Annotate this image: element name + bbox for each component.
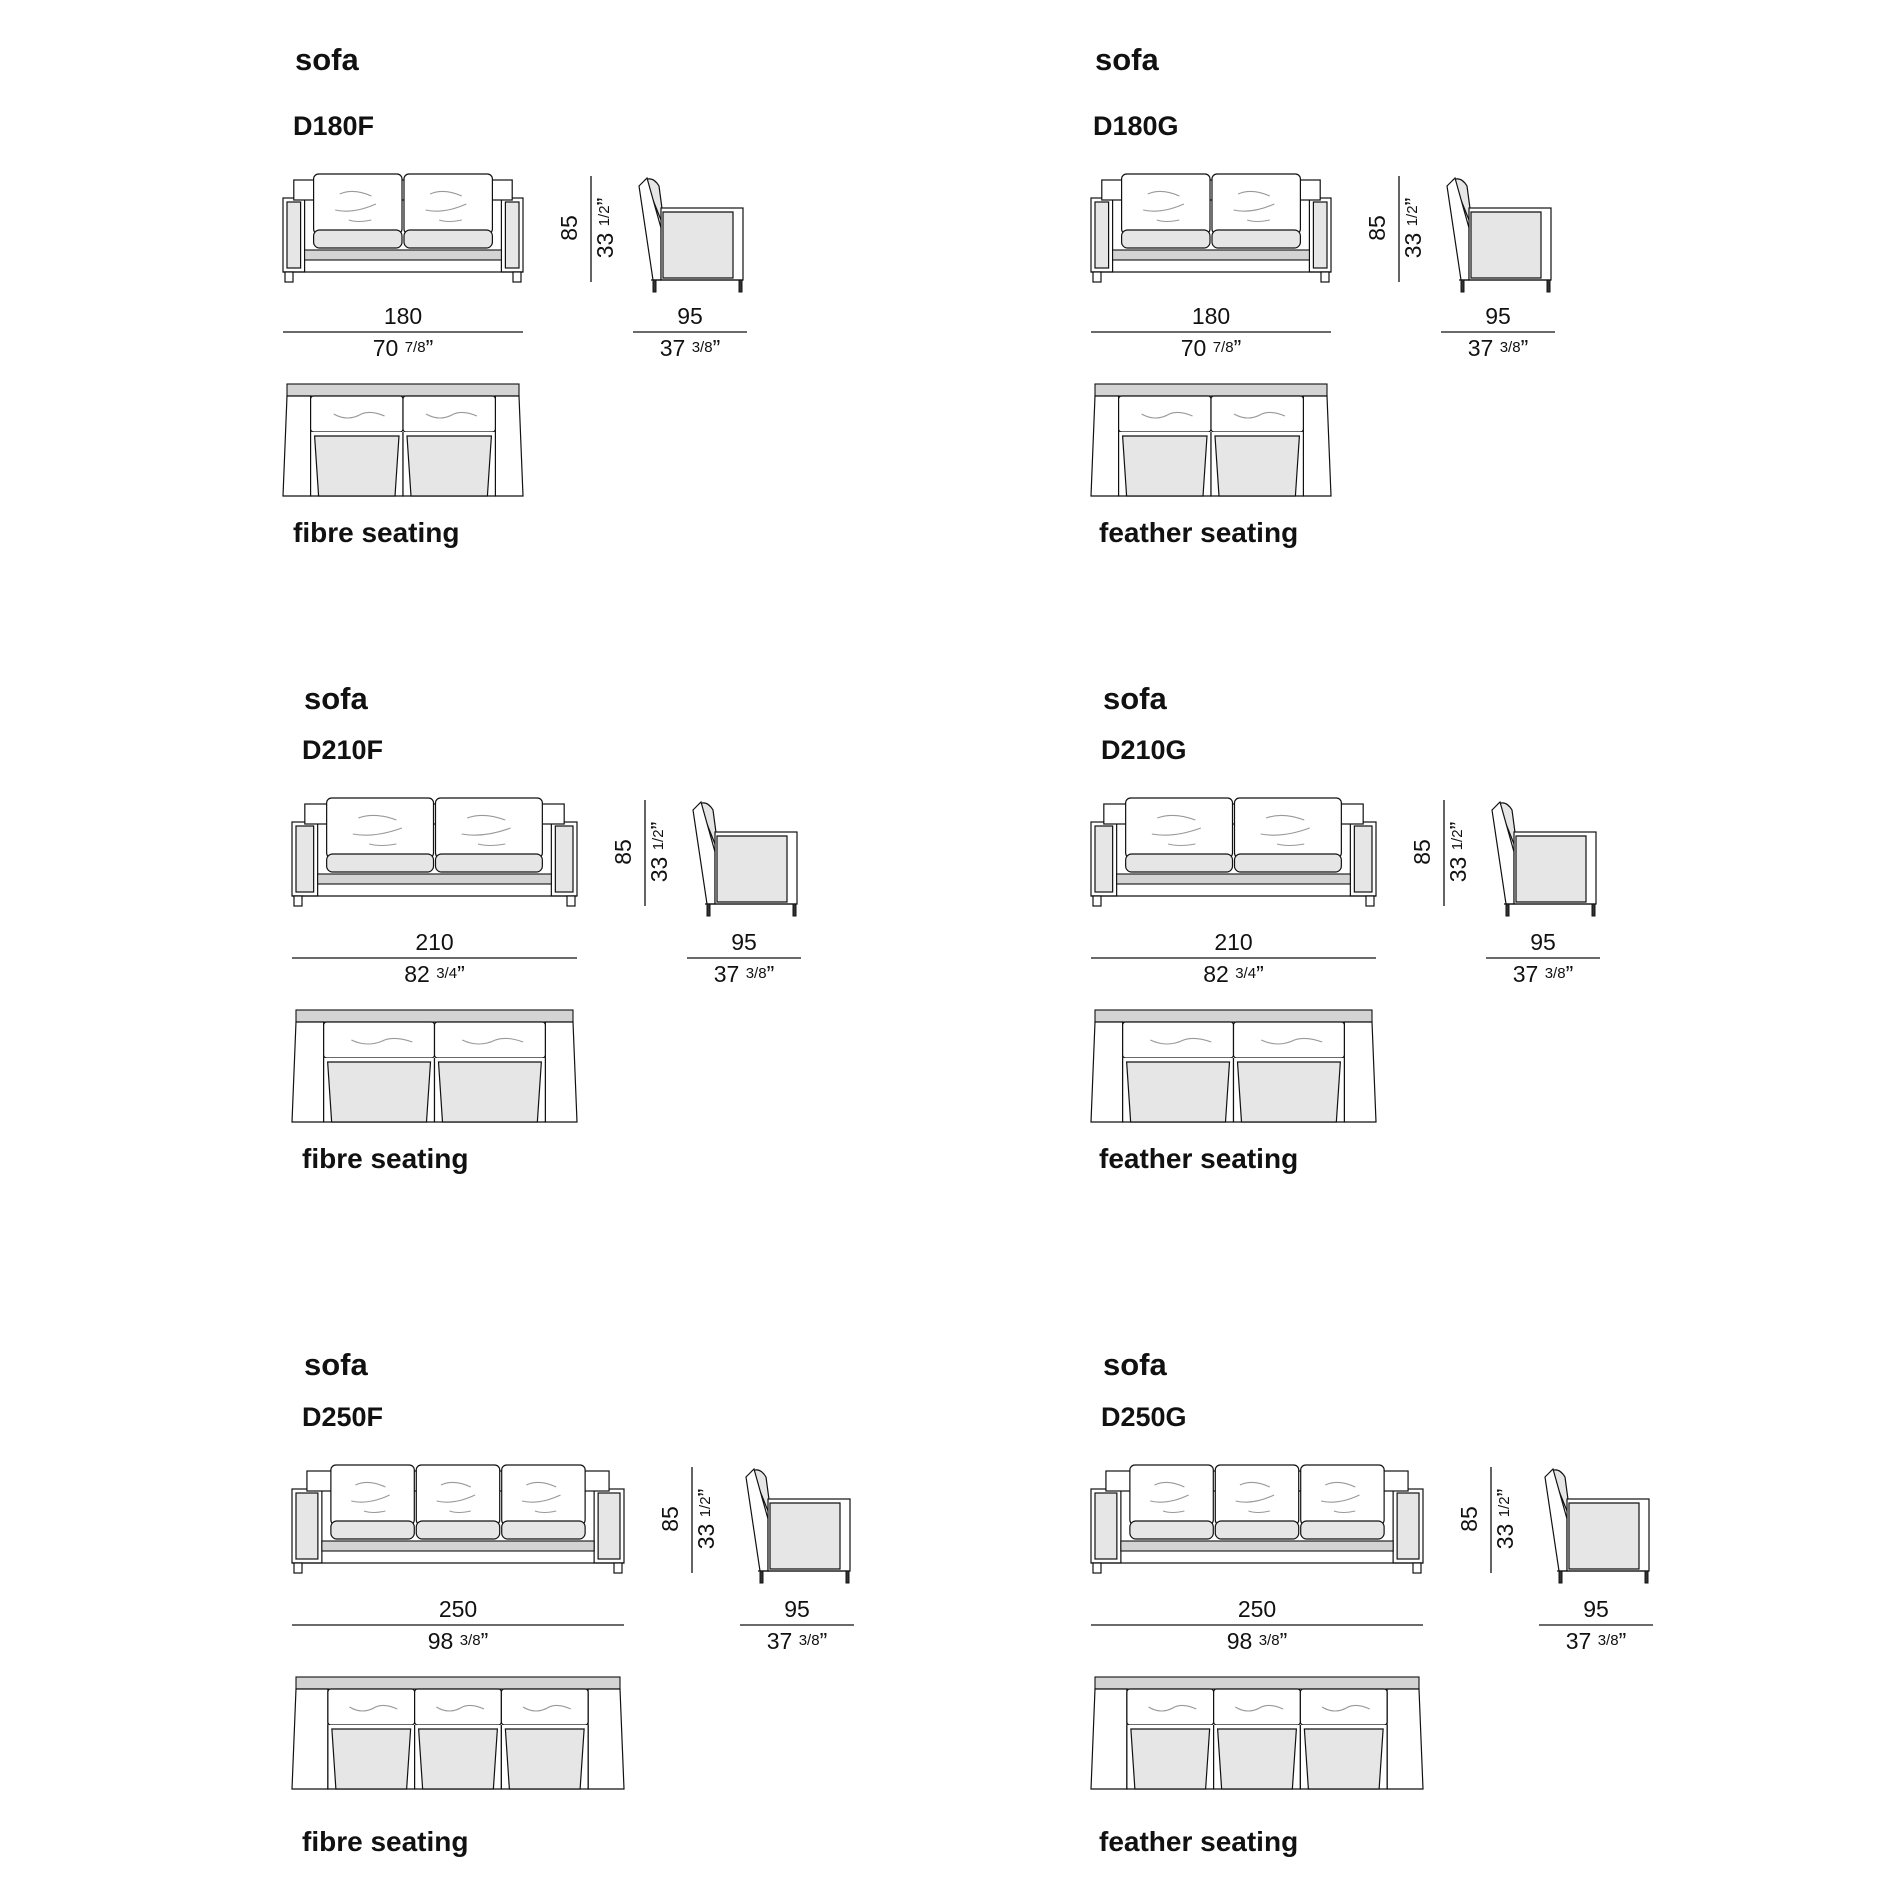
seat-cushion bbox=[327, 854, 434, 872]
width-in-text bbox=[428, 1628, 489, 1654]
seat-base bbox=[305, 250, 502, 260]
side-arm-shade bbox=[770, 1503, 840, 1569]
width-in-fraction: 7/8 bbox=[1212, 339, 1234, 356]
model-code: D180F bbox=[293, 111, 375, 141]
seating-label: feather seating bbox=[1099, 517, 1299, 548]
model-code: D210G bbox=[1101, 735, 1187, 765]
height-cm: 85 bbox=[1409, 839, 1435, 865]
side-leg bbox=[1547, 280, 1550, 292]
plan-back-cushion bbox=[1234, 1022, 1345, 1058]
back-cushion bbox=[1130, 1465, 1213, 1525]
sofa-title: sofa bbox=[1103, 681, 1167, 716]
depth-in-text bbox=[767, 1628, 828, 1654]
plan-view bbox=[292, 1677, 624, 1789]
side-leg bbox=[846, 1571, 849, 1583]
width-in-whole: 82 bbox=[404, 961, 437, 987]
seating-label: fibre seating bbox=[302, 1826, 469, 1857]
plan-back-cushion bbox=[1211, 396, 1303, 432]
plan-back-cushion bbox=[403, 396, 495, 432]
depth-in-whole: 37 bbox=[1565, 1628, 1598, 1654]
left-arm-shade bbox=[296, 1493, 318, 1559]
plan-view bbox=[1091, 384, 1331, 496]
height-in-text bbox=[1445, 822, 1471, 883]
back-cushion bbox=[327, 798, 434, 858]
back-cushion bbox=[1215, 1465, 1298, 1525]
plan-back bbox=[1095, 1677, 1419, 1689]
width-in bbox=[428, 1628, 489, 1654]
plan-back bbox=[1095, 1010, 1372, 1022]
seat-cushion bbox=[1301, 1521, 1384, 1539]
plan-seat-shade bbox=[1131, 1729, 1210, 1789]
right-arm-shade bbox=[555, 826, 573, 892]
side-leg bbox=[1592, 904, 1595, 916]
seat-base bbox=[318, 874, 552, 884]
front-leg bbox=[285, 272, 293, 282]
side-leg bbox=[760, 1571, 763, 1583]
plan-back-cushion bbox=[311, 396, 403, 432]
back-cushion bbox=[1301, 1465, 1384, 1525]
model-code: D210F bbox=[302, 735, 384, 765]
height-in-text bbox=[1400, 198, 1426, 259]
depth-in-quote: ” bbox=[712, 335, 721, 361]
width-cm: 210 bbox=[415, 929, 454, 955]
seat-cushion bbox=[416, 1521, 499, 1539]
plan-view bbox=[283, 384, 523, 496]
side-arm-shade bbox=[1471, 212, 1541, 278]
height-in-fraction: 1/2 bbox=[650, 829, 667, 851]
side-view bbox=[693, 802, 797, 916]
height-cm: 85 bbox=[556, 215, 582, 241]
plan-seat-shade bbox=[332, 1729, 411, 1789]
width-cm: 180 bbox=[1191, 303, 1231, 329]
right-arm-shade bbox=[1397, 1493, 1419, 1559]
right-arm-shade bbox=[505, 202, 519, 268]
plan-view bbox=[1091, 1677, 1423, 1789]
side-view bbox=[1545, 1469, 1649, 1583]
plan-back-cushion bbox=[435, 1022, 546, 1058]
front-leg bbox=[294, 1563, 302, 1573]
height-in-quote: ” bbox=[1400, 197, 1426, 206]
depth-cm: 95 bbox=[1530, 929, 1556, 955]
left-arm-shade bbox=[1095, 1493, 1117, 1559]
right-arm-shade bbox=[598, 1493, 620, 1559]
height-in-quote: ” bbox=[693, 1488, 719, 1497]
seat-base bbox=[1121, 1541, 1393, 1551]
seat-cushion bbox=[314, 230, 402, 248]
height-in-fraction: 1/2 bbox=[1449, 829, 1466, 851]
depth-in-quote: ” bbox=[766, 961, 775, 987]
front-leg bbox=[1321, 272, 1329, 282]
height-in bbox=[693, 1489, 719, 1550]
plan-left-arm bbox=[283, 396, 311, 496]
depth-in-whole: 37 bbox=[1512, 961, 1545, 987]
side-view bbox=[639, 178, 743, 292]
left-arm-shade bbox=[1095, 202, 1109, 268]
height-in-fraction: 1/2 bbox=[697, 1496, 714, 1518]
sofa-block-D180F bbox=[283, 42, 747, 548]
plan-back bbox=[296, 1010, 573, 1022]
plan-left-arm bbox=[292, 1689, 328, 1789]
width-in-text bbox=[373, 335, 434, 361]
side-leg bbox=[1559, 1571, 1562, 1583]
width-cm: 180 bbox=[383, 303, 423, 329]
width-in bbox=[404, 961, 465, 987]
plan-back-cushion bbox=[1300, 1689, 1387, 1725]
depth-in bbox=[767, 1628, 828, 1654]
seat-cushion bbox=[331, 1521, 414, 1539]
plan-seat-shade bbox=[1127, 1062, 1230, 1122]
seat-cushion bbox=[1235, 854, 1342, 872]
depth-in-fraction: 3/8 bbox=[691, 339, 713, 356]
depth-in-fraction: 3/8 bbox=[1499, 339, 1521, 356]
seat-base bbox=[322, 1541, 594, 1551]
model-code: D180G bbox=[1093, 111, 1179, 141]
depth-in-whole: 37 bbox=[1467, 335, 1500, 361]
plan-back-cushion bbox=[415, 1689, 502, 1725]
height-in bbox=[1445, 822, 1471, 883]
sofa-title: sofa bbox=[1095, 42, 1159, 77]
plan-view bbox=[292, 1010, 577, 1122]
depth-in-quote: ” bbox=[1565, 961, 1574, 987]
plan-seat-shade bbox=[1304, 1729, 1383, 1789]
sofa-title: sofa bbox=[304, 1347, 368, 1382]
back-cushion bbox=[502, 1465, 585, 1525]
depth-in-quote: ” bbox=[819, 1628, 828, 1654]
front-leg bbox=[1413, 1563, 1421, 1573]
height-in-quote: ” bbox=[592, 197, 618, 206]
width-in-fraction: 3/8 bbox=[1258, 1632, 1280, 1649]
height-in-text bbox=[1492, 1489, 1518, 1550]
side-leg bbox=[739, 280, 742, 292]
depth-in-fraction: 3/8 bbox=[1544, 965, 1566, 982]
height-in-text bbox=[693, 1489, 719, 1550]
seat-cushion bbox=[1122, 230, 1210, 248]
width-in bbox=[1227, 1628, 1288, 1654]
sofa-title: sofa bbox=[304, 681, 368, 716]
depth-in-quote: ” bbox=[1618, 1628, 1627, 1654]
width-in bbox=[1203, 961, 1264, 987]
seating-label: fibre seating bbox=[293, 517, 460, 548]
front-view bbox=[283, 174, 523, 282]
height-cm: 85 bbox=[1364, 215, 1390, 241]
plan-right-arm bbox=[545, 1022, 577, 1122]
plan-right-arm bbox=[588, 1689, 624, 1789]
back-cushion bbox=[331, 1465, 414, 1525]
back-cushion bbox=[1122, 174, 1210, 234]
back-cushion bbox=[1126, 798, 1233, 858]
plan-seat-shade bbox=[407, 436, 491, 496]
front-leg bbox=[1093, 272, 1101, 282]
height-in-text bbox=[592, 198, 618, 259]
plan-left-arm bbox=[1091, 1022, 1123, 1122]
height-in bbox=[1400, 198, 1426, 259]
side-leg bbox=[1645, 1571, 1648, 1583]
back-cushion bbox=[1235, 798, 1342, 858]
width-in bbox=[1181, 335, 1242, 361]
plan-seat-shade bbox=[1215, 436, 1299, 496]
sofa-title: sofa bbox=[295, 42, 359, 77]
seat-base bbox=[1117, 874, 1351, 884]
side-leg bbox=[793, 904, 796, 916]
depth-cm: 95 bbox=[1485, 303, 1511, 329]
left-arm-shade bbox=[296, 826, 314, 892]
depth-in-fraction: 3/8 bbox=[745, 965, 767, 982]
width-in-whole: 70 bbox=[1180, 335, 1213, 361]
plan-seat-shade bbox=[1238, 1062, 1341, 1122]
height-in-fraction: 1/2 bbox=[1404, 205, 1421, 227]
side-view bbox=[746, 1469, 850, 1583]
plan-left-arm bbox=[1091, 396, 1119, 496]
plan-right-arm bbox=[1387, 1689, 1423, 1789]
width-in-quote: ” bbox=[480, 1628, 489, 1654]
side-arm-shade bbox=[1569, 1503, 1639, 1569]
height-in-whole: 33 bbox=[1492, 1517, 1518, 1550]
side-arm-shade bbox=[663, 212, 733, 278]
width-in-whole: 70 bbox=[372, 335, 405, 361]
plan-seat-shade bbox=[439, 1062, 542, 1122]
plan-back bbox=[1095, 384, 1327, 396]
depth-in-text bbox=[1566, 1628, 1627, 1654]
depth-in-text bbox=[714, 961, 775, 987]
plan-back bbox=[287, 384, 519, 396]
back-cushion bbox=[314, 174, 402, 234]
plan-seat-shade bbox=[1218, 1729, 1297, 1789]
depth-in-whole: 37 bbox=[713, 961, 746, 987]
height-in-quote: ” bbox=[646, 821, 672, 830]
plan-left-arm bbox=[292, 1022, 324, 1122]
side-view bbox=[1447, 178, 1551, 292]
width-in-fraction: 3/4 bbox=[1235, 965, 1257, 982]
width-in-text bbox=[1203, 961, 1264, 987]
side-leg bbox=[1506, 904, 1509, 916]
seat-cushion bbox=[436, 854, 543, 872]
width-in bbox=[373, 335, 434, 361]
height-in-whole: 33 bbox=[693, 1517, 719, 1550]
plan-back bbox=[296, 1677, 620, 1689]
side-arm-shade bbox=[717, 836, 787, 902]
width-in-quote: ” bbox=[457, 961, 465, 987]
width-in-fraction: 3/4 bbox=[436, 965, 458, 982]
width-in-whole: 82 bbox=[1203, 961, 1236, 987]
width-in-whole: 98 bbox=[1226, 1628, 1259, 1654]
height-in-fraction: 1/2 bbox=[1496, 1496, 1513, 1518]
height-cm: 85 bbox=[610, 839, 636, 865]
height-in-quote: ” bbox=[1492, 1488, 1518, 1497]
seat-cushion bbox=[404, 230, 492, 248]
height-in-whole: 33 bbox=[646, 850, 672, 883]
model-code: D250F bbox=[302, 1402, 384, 1432]
back-cushion bbox=[404, 174, 492, 234]
depth-cm: 95 bbox=[1583, 1596, 1609, 1622]
front-leg bbox=[614, 1563, 622, 1573]
depth-in-fraction: 3/8 bbox=[1597, 1632, 1619, 1649]
plan-seat-shade bbox=[328, 1062, 431, 1122]
seat-cushion bbox=[502, 1521, 585, 1539]
seating-label: fibre seating bbox=[302, 1143, 469, 1174]
front-leg bbox=[294, 896, 302, 906]
height-in bbox=[646, 822, 672, 883]
height-in-whole: 33 bbox=[592, 226, 618, 259]
depth-in bbox=[660, 335, 721, 361]
left-arm-shade bbox=[287, 202, 301, 268]
plan-back-cushion bbox=[1214, 1689, 1301, 1725]
front-leg bbox=[1366, 896, 1374, 906]
plan-view bbox=[1091, 1010, 1376, 1122]
front-view bbox=[292, 1465, 624, 1573]
back-cushion bbox=[1212, 174, 1300, 234]
plan-left-arm bbox=[1091, 1689, 1127, 1789]
seat-base bbox=[1113, 250, 1310, 260]
height-in bbox=[592, 198, 618, 259]
depth-in-quote: ” bbox=[1520, 335, 1529, 361]
seat-cushion bbox=[1130, 1521, 1213, 1539]
front-view bbox=[1091, 1465, 1423, 1573]
width-in-quote: ” bbox=[1233, 335, 1242, 361]
front-leg bbox=[1093, 896, 1101, 906]
side-view bbox=[1492, 802, 1596, 916]
height-in-fraction: 1/2 bbox=[596, 205, 613, 227]
depth-in-fraction: 3/8 bbox=[798, 1632, 820, 1649]
plan-right-arm bbox=[1344, 1022, 1376, 1122]
seating-label: feather seating bbox=[1099, 1826, 1299, 1857]
front-view bbox=[1091, 174, 1331, 282]
width-in-text bbox=[1181, 335, 1242, 361]
seat-cushion bbox=[1212, 230, 1300, 248]
sofa-block-D210F bbox=[292, 681, 801, 1174]
depth-in-text bbox=[1468, 335, 1529, 361]
width-in-fraction: 3/8 bbox=[459, 1632, 481, 1649]
width-cm: 250 bbox=[438, 1596, 478, 1622]
side-leg bbox=[653, 280, 656, 292]
back-cushion bbox=[436, 798, 543, 858]
seating-label: feather seating bbox=[1099, 1143, 1299, 1174]
width-cm: 250 bbox=[1237, 1596, 1277, 1622]
sofa-block-D180G bbox=[1091, 42, 1555, 548]
width-cm: 210 bbox=[1214, 929, 1253, 955]
width-in-quote: ” bbox=[1256, 961, 1264, 987]
depth-in-whole: 37 bbox=[659, 335, 692, 361]
left-arm-shade bbox=[1095, 826, 1113, 892]
depth-in-whole: 37 bbox=[766, 1628, 799, 1654]
model-code: D250G bbox=[1101, 1402, 1187, 1432]
height-in-whole: 33 bbox=[1400, 226, 1426, 259]
sofa-block-D210G bbox=[1091, 681, 1600, 1174]
width-in-quote: ” bbox=[1279, 1628, 1288, 1654]
depth-in bbox=[1513, 961, 1574, 987]
height-in-text bbox=[646, 822, 672, 883]
width-in-quote: ” bbox=[425, 335, 434, 361]
depth-in bbox=[714, 961, 775, 987]
right-arm-shade bbox=[1313, 202, 1327, 268]
right-arm-shade bbox=[1354, 826, 1372, 892]
height-in-quote: ” bbox=[1445, 821, 1471, 830]
height-cm: 85 bbox=[1456, 1506, 1482, 1532]
plan-back-cushion bbox=[1119, 396, 1211, 432]
depth-in bbox=[1566, 1628, 1627, 1654]
front-view bbox=[292, 798, 577, 906]
width-in-fraction: 7/8 bbox=[404, 339, 426, 356]
plan-back-cushion bbox=[1127, 1689, 1214, 1725]
plan-seat-shade bbox=[1123, 436, 1207, 496]
height-cm: 85 bbox=[657, 1506, 683, 1532]
width-in-text bbox=[1227, 1628, 1288, 1654]
back-cushion bbox=[416, 1465, 499, 1525]
front-leg bbox=[513, 272, 521, 282]
front-leg bbox=[1093, 1563, 1101, 1573]
plan-right-arm bbox=[495, 396, 523, 496]
plan-back-cushion bbox=[501, 1689, 588, 1725]
depth-cm: 95 bbox=[677, 303, 703, 329]
height-in-whole: 33 bbox=[1445, 850, 1471, 883]
plan-seat-shade bbox=[505, 1729, 584, 1789]
plan-back-cushion bbox=[328, 1689, 415, 1725]
side-leg bbox=[707, 904, 710, 916]
plan-right-arm bbox=[1303, 396, 1331, 496]
depth-in-text bbox=[660, 335, 721, 361]
sofa-title: sofa bbox=[1103, 1347, 1167, 1382]
height-in bbox=[1492, 1489, 1518, 1550]
side-arm-shade bbox=[1516, 836, 1586, 902]
front-leg bbox=[567, 896, 575, 906]
plan-seat-shade bbox=[315, 436, 399, 496]
seat-cushion bbox=[1126, 854, 1233, 872]
plan-back-cushion bbox=[324, 1022, 435, 1058]
depth-in-text bbox=[1513, 961, 1574, 987]
depth-cm: 95 bbox=[784, 1596, 810, 1622]
plan-back-cushion bbox=[1123, 1022, 1234, 1058]
sofa-block-D250F bbox=[292, 1347, 854, 1857]
width-in-whole: 98 bbox=[427, 1628, 460, 1654]
width-in-text bbox=[404, 961, 465, 987]
seat-cushion bbox=[1215, 1521, 1298, 1539]
side-leg bbox=[1461, 280, 1464, 292]
depth-in bbox=[1468, 335, 1529, 361]
plan-seat-shade bbox=[419, 1729, 498, 1789]
depth-cm: 95 bbox=[731, 929, 757, 955]
sofa-block-D250G bbox=[1091, 1347, 1653, 1857]
front-view bbox=[1091, 798, 1376, 906]
